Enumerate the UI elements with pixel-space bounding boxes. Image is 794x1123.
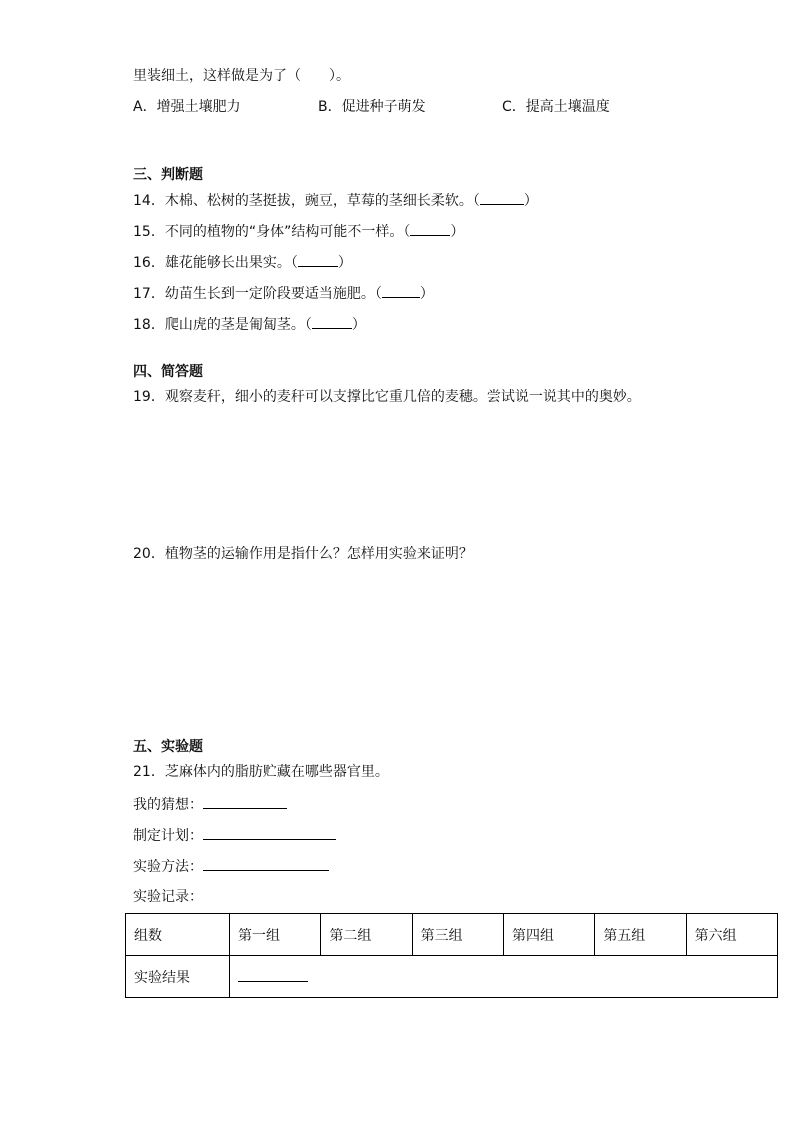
q18 bbox=[133, 314, 366, 335]
table-header-cell: 第四组 bbox=[503, 914, 594, 956]
q15-text: 15．不同的植物的“身体”结构可能不一样。（ bbox=[133, 224, 411, 240]
q18-answer-blank[interactable] bbox=[312, 314, 352, 329]
q17-close: ） bbox=[419, 286, 434, 302]
q21: 21．芝麻体内的脂肪贮藏在哪些器官里。 bbox=[133, 764, 389, 780]
q14-text: 14．木棉、松树的茎挺拔，豌豆，草莓的茎细长柔软。（ bbox=[133, 193, 480, 209]
plan-label: 制定计划： bbox=[133, 828, 203, 844]
table-header-cell: 组数 bbox=[126, 914, 230, 956]
q17-text: 17．幼苗生长到一定阶段要适当施肥。（ bbox=[133, 286, 382, 302]
q15 bbox=[133, 221, 464, 242]
q20: 20．植物茎的运输作用是指什么？怎样用实验来证明？ bbox=[133, 546, 473, 562]
q16-text: 16．雄花能够长出果实。（ bbox=[133, 255, 298, 271]
section-4-heading: 四、简答题 bbox=[133, 364, 203, 380]
result-cell[interactable] bbox=[230, 956, 778, 998]
guess-blank[interactable] bbox=[203, 794, 287, 809]
method-blank[interactable] bbox=[203, 856, 329, 871]
q16-close: ） bbox=[337, 255, 352, 271]
q14 bbox=[133, 190, 538, 211]
q13-option-b[interactable]: B．促进种子萌发 bbox=[318, 99, 426, 115]
section-5-heading: 五、实验题 bbox=[133, 739, 203, 755]
table-header-cell: 第二组 bbox=[321, 914, 412, 956]
q14-close: ） bbox=[523, 193, 538, 209]
plan-row bbox=[133, 825, 336, 846]
table-row bbox=[126, 956, 778, 998]
table-header-cell: 第一组 bbox=[230, 914, 321, 956]
q18-close: ） bbox=[351, 317, 366, 333]
table-header-cell: 第五组 bbox=[595, 914, 686, 956]
record-label: 实验记录： bbox=[133, 889, 203, 905]
q14-answer-blank[interactable] bbox=[480, 190, 524, 205]
method-row bbox=[133, 856, 329, 877]
experiment-record-table bbox=[125, 913, 778, 998]
q13-option-c[interactable]: C．提高土壤温度 bbox=[502, 99, 610, 115]
table-header-row bbox=[126, 914, 778, 956]
table-header-cell: 第三组 bbox=[412, 914, 503, 956]
q18-text: 18．爬山虎的茎是匍匐茎。（ bbox=[133, 317, 312, 333]
guess-label: 我的猜想： bbox=[133, 797, 203, 813]
q13-option-a[interactable]: A．增强土壤肥力 bbox=[133, 99, 241, 115]
q16-answer-blank[interactable] bbox=[298, 252, 338, 267]
method-label: 实验方法： bbox=[133, 859, 203, 875]
table-header-cell: 第六组 bbox=[686, 914, 777, 956]
q17 bbox=[133, 283, 434, 304]
q19: 19．观察麦秆，细小的麦秆可以支撑比它重几倍的麦穗。尝试说一说其中的奥妙。 bbox=[133, 389, 641, 405]
section-3-heading: 三、判断题 bbox=[133, 167, 203, 183]
q15-answer-blank[interactable] bbox=[410, 221, 450, 236]
q13-stem-tail: 里装细土，这样做是为了（ ）。 bbox=[133, 68, 350, 84]
result-blank[interactable] bbox=[238, 967, 308, 982]
q15-close: ） bbox=[450, 224, 465, 240]
plan-blank[interactable] bbox=[203, 825, 336, 840]
q16 bbox=[133, 252, 352, 273]
guess-row bbox=[133, 794, 287, 815]
result-row-label: 实验结果 bbox=[126, 956, 230, 998]
q17-answer-blank[interactable] bbox=[382, 283, 420, 298]
